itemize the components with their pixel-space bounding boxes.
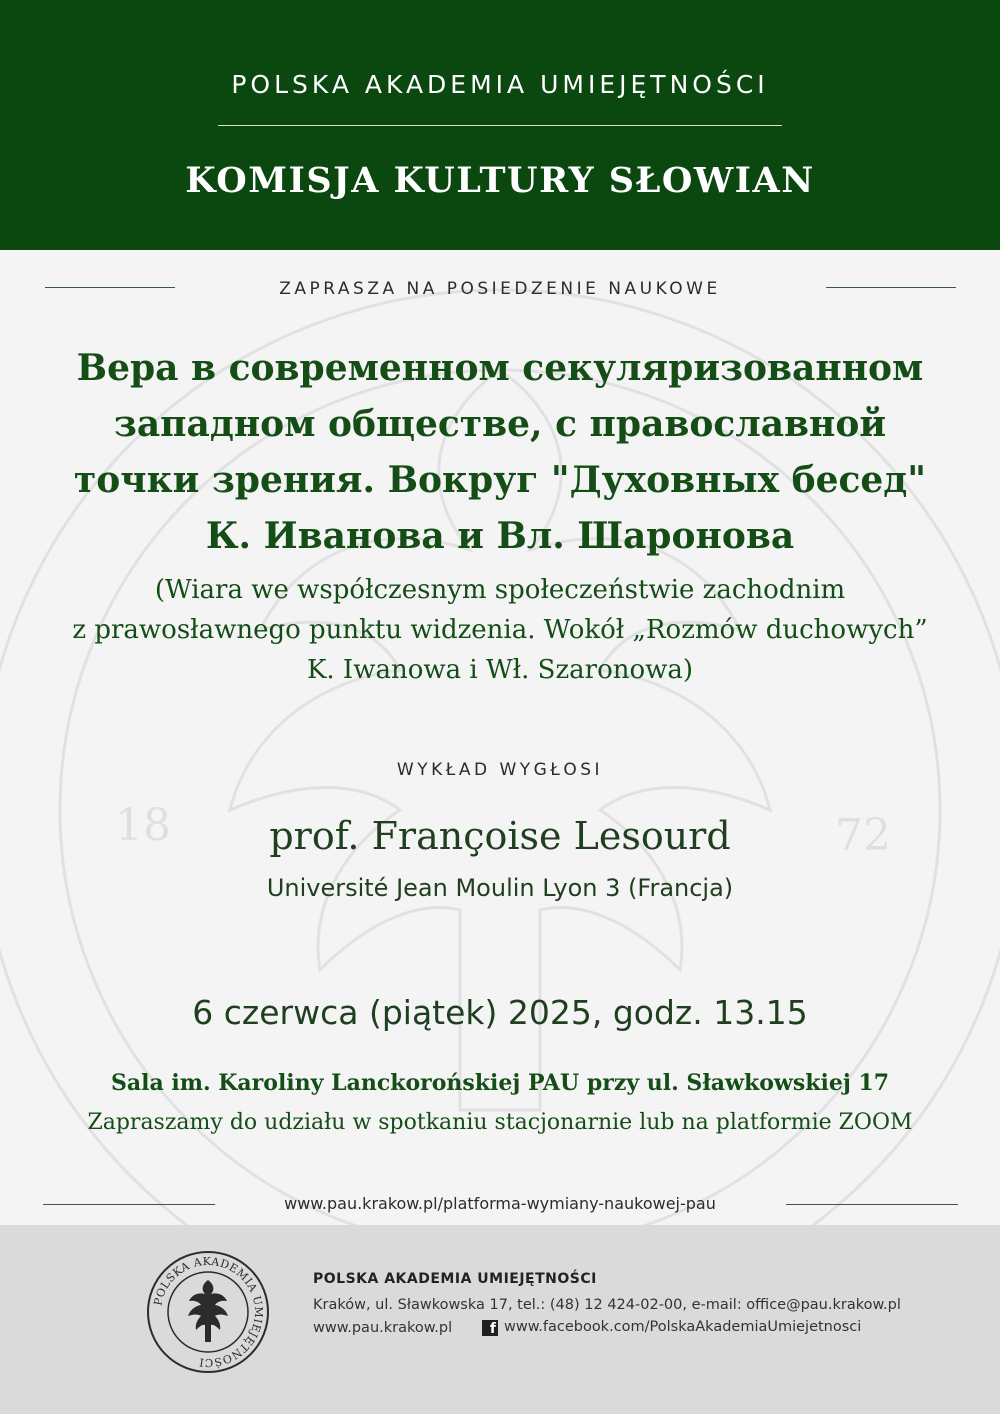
title-polish <box>10 570 990 690</box>
commission-name: KOMISJA KULTURY SŁOWIAN <box>185 160 815 201</box>
title-pl-line: (Wiara we współczesnym społeczeństwie zachodnim <box>154 575 846 605</box>
title-pl-line: z prawosławnego punktu widzenia. Wokół „Rozmów duchowych” <box>72 615 928 645</box>
footer-address: Kraków, ul. Sławkowska 17, tel.: (48) 12 424-02-00, e-mail: office@pau.krakow.pl <box>313 1297 901 1313</box>
title-ru-line: западном обществе, с православной <box>113 403 887 445</box>
platform-link[interactable]: www.pau.krakow.pl/platforma-wymiany-naukowej-pau <box>284 1194 716 1213</box>
seal-text: POLSKA AKADEMIA UMIEJĘTNOŚCI <box>151 1254 266 1370</box>
invite-label: ZAPRASZA NA POSIEDZENIE NAUKOWE <box>279 279 721 299</box>
footer-academy-name: POLSKA AKADEMIA UMIEJĘTNOŚCI <box>313 1271 597 1287</box>
title-pl-line: K. Iwanowa i Wł. Szaronowa) <box>306 655 694 685</box>
footer <box>0 1225 1000 1414</box>
watermark-year-right: 72 <box>835 810 891 861</box>
header-banner <box>0 0 1000 250</box>
title-ru-line: Вера в современном секуляризованном <box>76 347 924 389</box>
footer-website-link[interactable]: www.pau.krakow.pl <box>313 1320 453 1336</box>
event-venue: Sala im. Karoliny Lanckorońskiej PAU przy ul. Sławkowskiej 17 <box>110 1070 890 1096</box>
lecture-label: WYKŁAD WYGŁOSI <box>396 760 604 780</box>
footer-facebook-link[interactable] <box>482 1319 861 1336</box>
title-ru-line: точки зрения. Вокруг "Духовных бесед" <box>73 459 927 501</box>
event-date: 6 czerwca (piątek) 2025, godz. 13.15 <box>192 993 808 1032</box>
facebook-icon: f <box>482 1320 498 1336</box>
header-divider <box>218 125 782 126</box>
watermark-year-left: 18 <box>115 800 171 851</box>
participation-note: Zapraszamy do udziału w spotkaniu stacjonarnie lub na platformie ZOOM <box>87 1110 913 1135</box>
academy-seal-icon <box>146 1250 270 1374</box>
speaker-affiliation: Université Jean Moulin Lyon 3 (Francja) <box>266 874 734 902</box>
speaker-name: prof. Françoise Lesourd <box>269 814 731 858</box>
academy-name: POLSKA AKADEMIA UMIEJĘTNOŚCI <box>231 70 769 99</box>
title-ru-line: К. Иванова и Вл. Шаронова <box>205 515 795 557</box>
title-russian <box>20 340 980 564</box>
footer-facebook-url[interactable]: www.facebook.com/PolskaAkademiaUmiejetnosci <box>504 1319 862 1335</box>
